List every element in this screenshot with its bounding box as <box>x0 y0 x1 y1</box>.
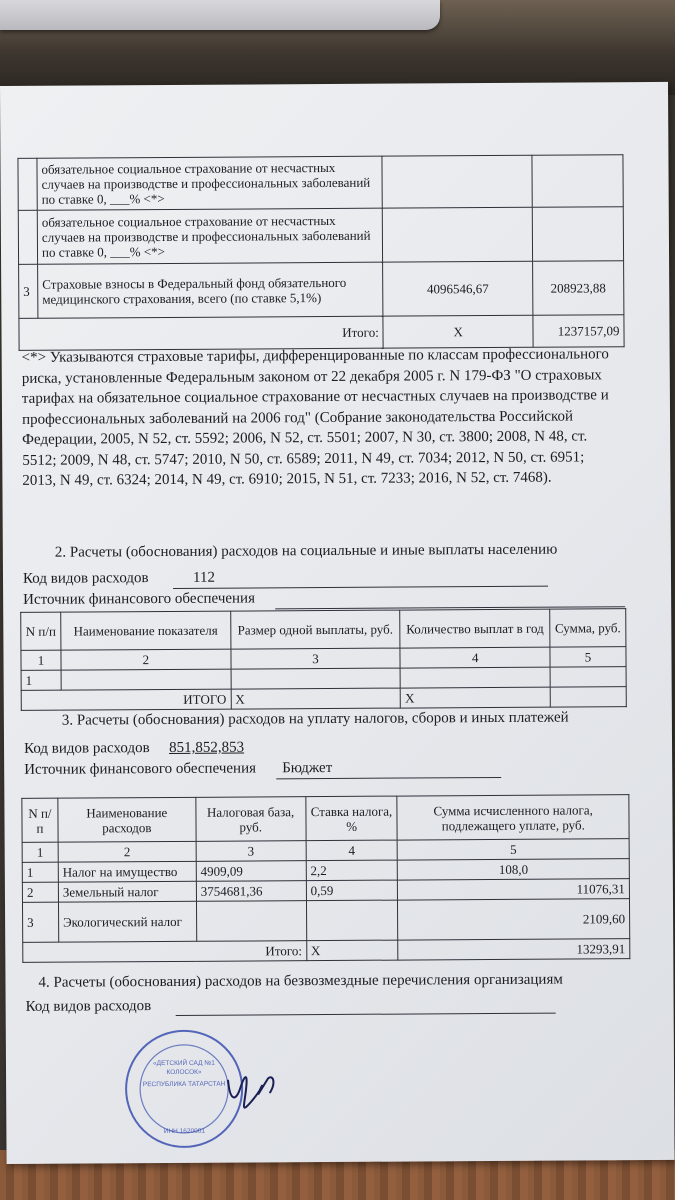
total-sum: 1237157,09 <box>533 315 624 348</box>
cell-sum <box>532 207 623 262</box>
section4-heading: 4. Расчеты (обоснования) расходов на безвозмездные перечисления организациям <box>38 971 563 991</box>
cell-sum: 108,0 <box>398 859 630 880</box>
total-label: Итого: <box>19 316 383 350</box>
col-number: 5 <box>550 647 626 667</box>
cell-empty <box>400 667 550 688</box>
cell-base: 4909,09 <box>196 861 306 882</box>
cell-name: Экологический налог <box>58 901 196 942</box>
cell-sum: 11076,31 <box>398 879 630 900</box>
cell-rate <box>306 900 398 941</box>
total-sum: 13293,91 <box>398 939 630 960</box>
stamp-text-low: РЕСПУБЛИКА ТАТАРСТАН <box>142 1080 226 1089</box>
cell-sum: 2109,60 <box>398 899 630 940</box>
cell-sum <box>532 155 623 208</box>
cell-name: обязательное социальное страхование от несчастных случаев на производстве и профессиональных заболеваний по ставке 0, ___% <*> <box>37 156 383 210</box>
col-number: 1 <box>22 842 58 862</box>
table-row <box>18 155 623 211</box>
table-row <box>22 899 629 943</box>
cell-base: 4096546,67 <box>383 261 533 316</box>
total-rate: Х <box>306 940 398 961</box>
header-row <box>21 609 626 651</box>
cell-sum: 208923,88 <box>533 261 624 316</box>
col-number: 4 <box>306 840 398 861</box>
total-label: ИТОГО <box>21 689 231 710</box>
col-number: 3 <box>231 648 401 669</box>
cell-name: обязательное социальное страхование от несчастных случаев на производстве и профессиональных заболеваний по ставке 0, ___% <*> <box>37 208 383 264</box>
total-row <box>21 687 626 711</box>
document-page <box>0 82 675 1164</box>
cell-num <box>18 158 37 210</box>
cell-base <box>383 207 533 262</box>
section2-code-label: Код видов расходов <box>22 570 149 587</box>
col-header: Ставка налога, % <box>305 796 397 841</box>
col-number: 4 <box>400 647 550 668</box>
col-number: 3 <box>196 841 306 862</box>
cell-empty <box>61 669 231 690</box>
cell-empty <box>231 668 401 689</box>
col-header: N п/п <box>21 612 61 650</box>
cell-base <box>196 901 306 942</box>
cell-num: 1 <box>22 862 58 882</box>
signature <box>228 1077 274 1108</box>
stamp-text-mid: КОЛОСОК» <box>166 1068 202 1077</box>
section4-code-label: Код видов расходов <box>25 998 152 1015</box>
section3-code-value: 851,852,853 <box>168 739 245 756</box>
cell-num <box>18 210 37 264</box>
cell-num: 3 <box>22 902 58 942</box>
section2-code-value: 112 <box>192 569 216 586</box>
total-x1: Х <box>231 688 401 709</box>
section3-heading: 3. Расчеты (обоснования) расходов на уплату налогов, сборов и иных платежей <box>61 709 569 729</box>
insurance-contributions-table <box>17 154 624 351</box>
cell-num: 3 <box>19 264 38 318</box>
col-header: Сумма, руб. <box>550 609 626 647</box>
cell-name: Земельный налог <box>58 881 196 902</box>
taxes-table <box>21 794 630 963</box>
official-stamp <box>118 1022 291 1153</box>
cell-base: 3754681,36 <box>196 881 306 902</box>
header-row <box>22 795 629 843</box>
cell-name: Страховые взносы в Федеральный фонд обязательного медицинского страхования, всего (по ставке 5,1%) <box>38 262 384 318</box>
section3-code-label: Код видов расходов <box>24 740 150 757</box>
col-header: Налоговая база, руб. <box>196 797 306 842</box>
col-number: 1 <box>21 650 61 670</box>
cell-name: Налог на имущество <box>58 861 196 882</box>
laptop-edge <box>0 0 440 30</box>
stamp-text-top: «ДЕТСКИЙ САД №1 <box>153 1059 215 1068</box>
cell-num: 2 <box>22 882 58 902</box>
section2-code-line <box>173 586 548 589</box>
cell-empty <box>550 687 626 707</box>
col-number: 2 <box>58 841 196 862</box>
cell-rate: 2,2 <box>306 860 398 881</box>
col-header: N п/п <box>22 798 58 842</box>
footnote: <*> Указываются страховые тарифы, дифференцированные по классам профессионального риска, установленные Федеральным законом от 22 декабря 2005 г. N 179-ФЗ "О страховых тарифах на обязательное социальное страхование от несчастных случаев на производстве и профессиональных заболеваний на 2006 год" (Собрание законодательства Российской Федерации, 2005, N 52, ст. 5592; 2006, N 52, ст. 5501; 2007, N 30, ст. 3800; 2008, N 48, ст. 5512; 2009, N 48, ст. 5747; 2010, N 50, ст. 6589; 2011, N 49, ст. 7034; 2012, N 50, ст. 6951; 2013, N 49, ст. 6324; 2014, N 49, ст. 6910; 2015, N 51, ст. 7233; 2016, N 52, ст. 7468). <box>21 346 609 489</box>
col-header: Наименование показателя <box>61 611 231 650</box>
col-header: Количество выплат в год <box>400 609 550 648</box>
section4-code-line <box>176 1013 556 1016</box>
table-row <box>18 207 623 265</box>
cell-num: 1 <box>21 670 61 690</box>
social-payments-table <box>20 608 627 711</box>
cell-empty <box>550 667 626 687</box>
section2-heading: 2. Расчеты (обоснования) расходов на социальные и иные выплаты населению <box>54 541 558 561</box>
total-row <box>23 939 630 963</box>
col-header: Размер одной выплаты, руб. <box>230 610 400 649</box>
total-base: Х <box>383 315 533 348</box>
stamp-text-inn: ИНН 1620001 <box>163 1127 205 1136</box>
section3-source-label: Источник финансового обеспечения <box>24 760 257 778</box>
col-header: Наименование расходов <box>58 797 196 842</box>
section3-source-line <box>276 777 501 779</box>
total-x2: Х <box>400 687 550 708</box>
section2-source-label: Источник финансового обеспечения <box>23 590 255 608</box>
table-row <box>19 261 624 319</box>
total-label: Итого: <box>23 941 307 963</box>
col-number: 5 <box>398 839 630 860</box>
cell-rate: 0,59 <box>306 880 398 901</box>
cell-base <box>382 155 532 208</box>
col-number: 2 <box>61 649 231 670</box>
section3-source-value: Бюджет <box>282 759 333 777</box>
col-header: Сумма исчисленного налога, подлежащего уплате, руб. <box>397 795 629 840</box>
